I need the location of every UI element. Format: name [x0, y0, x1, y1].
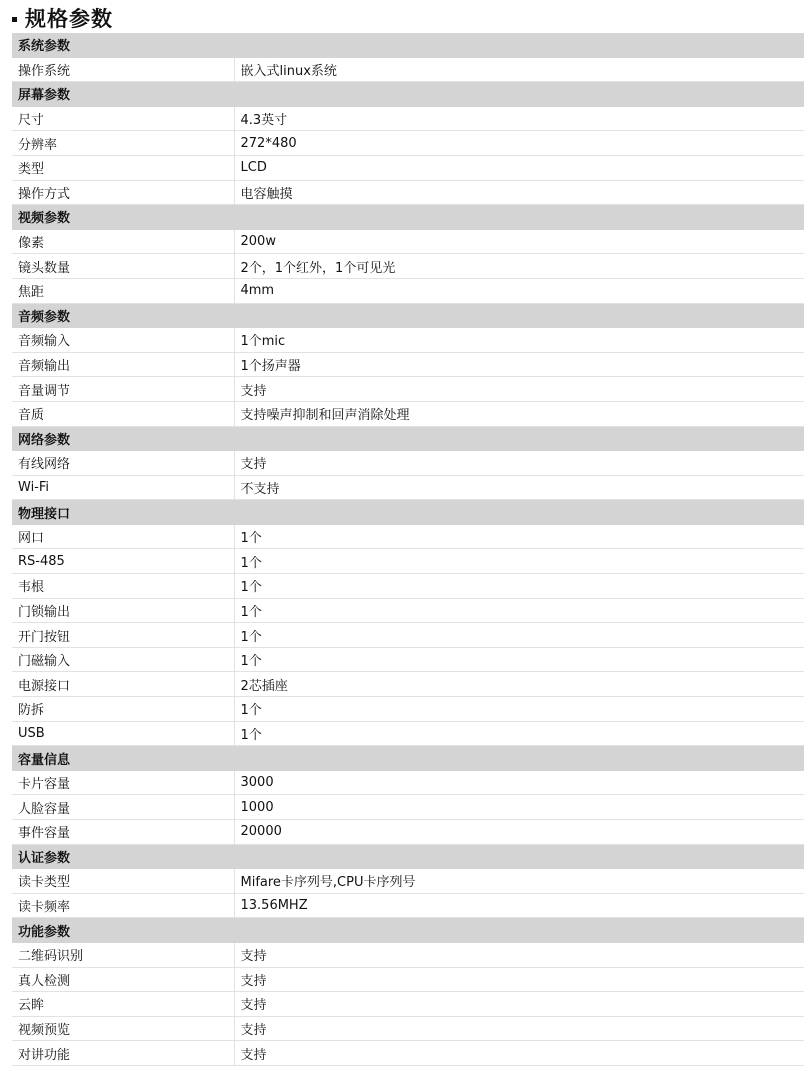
param-value: 2个，1个红外，1个可见光 — [234, 254, 804, 279]
section-title: 系统参数 — [12, 33, 234, 57]
table-row — [12, 229, 804, 254]
section-header-row — [12, 303, 804, 328]
table-row — [12, 328, 804, 353]
table-row — [12, 869, 804, 894]
table-row — [12, 647, 804, 672]
section-header-filler — [234, 303, 804, 328]
table-row — [12, 155, 804, 180]
param-value: 2芯插座 — [234, 672, 804, 697]
table-row — [12, 106, 804, 131]
param-label: 类型 — [12, 155, 234, 180]
table-row — [12, 549, 804, 574]
table-row — [12, 451, 804, 476]
section-title: 物理接口 — [12, 500, 234, 525]
section-header-row — [12, 82, 804, 107]
param-value: 1000 — [234, 795, 804, 820]
section-header-filler — [234, 746, 804, 771]
param-label: 音量调节 — [12, 377, 234, 402]
param-value: 1个 — [234, 721, 804, 746]
param-label: 开门按钮 — [12, 623, 234, 648]
param-value: 272*480 — [234, 131, 804, 156]
section-header-row — [12, 500, 804, 525]
param-label: 电源接口 — [12, 672, 234, 697]
param-label: 卡片容量 — [12, 770, 234, 795]
page-title — [12, 5, 113, 31]
section-header-row — [12, 918, 804, 943]
param-label: 网口 — [12, 524, 234, 549]
table-row — [12, 180, 804, 205]
param-label: 门锁输出 — [12, 598, 234, 623]
param-label: 防拆 — [12, 697, 234, 722]
param-label: 镜头数量 — [12, 254, 234, 279]
param-value: 1个 — [234, 598, 804, 623]
spec-table — [12, 33, 804, 1066]
section-header-filler — [234, 500, 804, 525]
param-value: 嵌入式linux系统 — [234, 57, 804, 82]
table-row — [12, 1016, 804, 1041]
param-label: 二维码识别 — [12, 942, 234, 967]
section-header-filler — [234, 205, 804, 230]
section-title: 容量信息 — [12, 746, 234, 771]
table-row — [12, 893, 804, 918]
table-row — [12, 131, 804, 156]
param-label: USB — [12, 721, 234, 746]
param-label: 操作方式 — [12, 180, 234, 205]
param-label: 真人检测 — [12, 967, 234, 992]
param-value: 支持噪声抑制和回声消除处理 — [234, 401, 804, 426]
param-value: 支持 — [234, 967, 804, 992]
param-value: 1个扬声器 — [234, 352, 804, 377]
table-row — [12, 598, 804, 623]
param-label: 门磁输入 — [12, 647, 234, 672]
section-title: 视频参数 — [12, 205, 234, 230]
param-label: 音频输出 — [12, 352, 234, 377]
param-value: 1个 — [234, 623, 804, 648]
table-row — [12, 1041, 804, 1066]
bullet-icon — [12, 17, 17, 22]
section-title: 屏幕参数 — [12, 82, 234, 107]
param-value: 1个 — [234, 647, 804, 672]
param-value: 4.3英寸 — [234, 106, 804, 131]
param-label: Wi-Fi — [12, 475, 234, 500]
param-value: 支持 — [234, 451, 804, 476]
table-row — [12, 623, 804, 648]
table-row — [12, 942, 804, 967]
param-value: 支持 — [234, 942, 804, 967]
param-value: 支持 — [234, 992, 804, 1017]
param-label: 分辨率 — [12, 131, 234, 156]
param-label: RS-485 — [12, 549, 234, 574]
table-row — [12, 377, 804, 402]
param-label: 读卡频率 — [12, 893, 234, 918]
table-row — [12, 820, 804, 845]
param-label: 像素 — [12, 229, 234, 254]
table-row — [12, 795, 804, 820]
param-value: 支持 — [234, 1016, 804, 1041]
table-row — [12, 967, 804, 992]
param-value: 1个mic — [234, 328, 804, 353]
param-label: 音频输入 — [12, 328, 234, 353]
param-value: 支持 — [234, 377, 804, 402]
section-title: 网络参数 — [12, 426, 234, 451]
param-value: 电容触摸 — [234, 180, 804, 205]
table-row — [12, 401, 804, 426]
section-header-filler — [234, 33, 804, 57]
section-title: 认证参数 — [12, 844, 234, 869]
section-header-row — [12, 205, 804, 230]
param-label: 有线网络 — [12, 451, 234, 476]
param-value: 3000 — [234, 770, 804, 795]
table-row — [12, 770, 804, 795]
param-value: 1个 — [234, 574, 804, 599]
param-label: 操作系统 — [12, 57, 234, 82]
param-label: 视频预览 — [12, 1016, 234, 1041]
param-value: 1个 — [234, 697, 804, 722]
table-row — [12, 697, 804, 722]
param-label: 尺寸 — [12, 106, 234, 131]
section-header-filler — [234, 844, 804, 869]
section-title: 功能参数 — [12, 918, 234, 943]
table-row — [12, 672, 804, 697]
table-row — [12, 254, 804, 279]
section-header-row — [12, 33, 804, 57]
param-label: 事件容量 — [12, 820, 234, 845]
table-row — [12, 278, 804, 303]
param-label: 人脸容量 — [12, 795, 234, 820]
section-header-filler — [234, 82, 804, 107]
section-header-filler — [234, 918, 804, 943]
param-label: 音质 — [12, 401, 234, 426]
param-value: 200w — [234, 229, 804, 254]
param-value: LCD — [234, 155, 804, 180]
table-row — [12, 574, 804, 599]
section-header-row — [12, 844, 804, 869]
table-row — [12, 992, 804, 1017]
param-label: 焦距 — [12, 278, 234, 303]
table-row — [12, 57, 804, 82]
section-header-row — [12, 426, 804, 451]
param-label: 韦根 — [12, 574, 234, 599]
page-title-text: 规格参数 — [25, 7, 113, 31]
table-row — [12, 721, 804, 746]
param-value: 13.56MHZ — [234, 893, 804, 918]
param-value: 1个 — [234, 524, 804, 549]
table-row — [12, 352, 804, 377]
section-title: 音频参数 — [12, 303, 234, 328]
section-header-row — [12, 746, 804, 771]
param-value: 支持 — [234, 1041, 804, 1066]
param-value: 不支持 — [234, 475, 804, 500]
spec-table-body — [12, 33, 804, 1065]
param-value: 20000 — [234, 820, 804, 845]
section-header-filler — [234, 426, 804, 451]
param-value: 1个 — [234, 549, 804, 574]
param-value: Mifare卡序列号,CPU卡序列号 — [234, 869, 804, 894]
param-value: 4mm — [234, 278, 804, 303]
param-label: 对讲功能 — [12, 1041, 234, 1066]
param-label: 云眸 — [12, 992, 234, 1017]
param-label: 读卡类型 — [12, 869, 234, 894]
table-row — [12, 524, 804, 549]
table-row — [12, 475, 804, 500]
